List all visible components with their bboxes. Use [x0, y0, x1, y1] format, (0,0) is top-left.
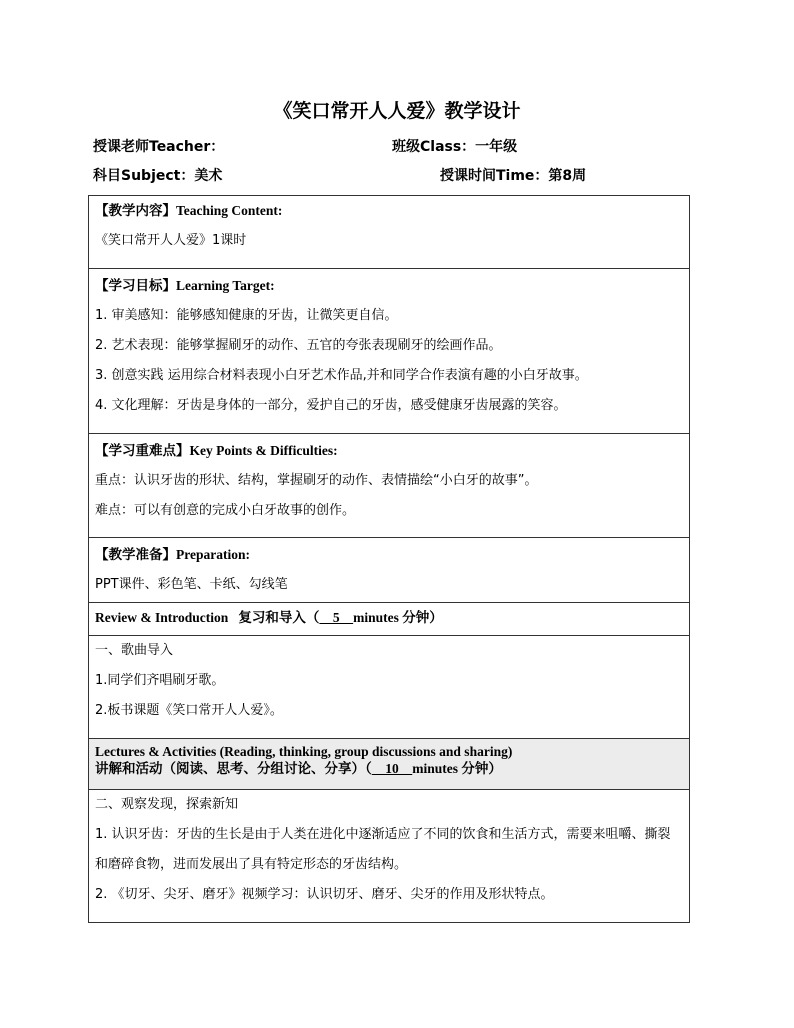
subject-label: 科目Subject：美术	[93, 168, 223, 184]
target-item-1: 1. 审美感知：能够感知健康的牙齿，让微笑更自信。	[95, 308, 398, 323]
target-item-3: 3. 创意实践 运用综合材料表现小白牙艺术作品,并和同学合作表演有趣的小白牙故事。	[95, 368, 588, 383]
key-point-focus: 重点：认识牙齿的形状、结构，掌握刷牙的动作、表情描绘“小白牙的故事”。	[95, 473, 538, 488]
lectures-row	[89, 739, 690, 790]
preparation-text: PPT课件、彩色笔、卡纸、勾线笔	[95, 577, 288, 592]
teacher-label: 授课老师Teacher：	[93, 139, 225, 155]
review-suffix: minutes 分钟）	[353, 610, 443, 625]
review-heading	[95, 603, 683, 633]
lesson-plan-table	[88, 195, 690, 923]
lectures-line-1: Lectures & Activities (Reading, thinking, group discussions and sharing)	[95, 744, 513, 759]
observe-item-1: 1. 认识牙齿：牙齿的生长是由于人类在进化中逐渐适应了不同的饮食和生活方式，需要来咀嚼、撕裂和磨碎食物，进而发展出了具有特定形态的牙齿结构。	[95, 827, 671, 872]
preparation-row	[89, 538, 690, 603]
review-minutes: 5	[319, 610, 354, 625]
intro-row	[89, 636, 690, 739]
key-points-header: 【学习重难点】Key Points & Difficulties:	[95, 443, 338, 458]
target-item-2: 2. 艺术表现：能够掌握刷牙的动作、五官的夸张表现刷牙的绘画作品。	[95, 338, 502, 353]
teaching-content-text: 《笑口常开人人爱》1课时	[95, 233, 247, 248]
lectures-suffix: minutes 分钟）	[412, 761, 502, 776]
class-label: 班级Class：一年级	[392, 139, 518, 155]
observe-row	[89, 790, 690, 923]
preparation-header: 【教学准备】Preparation:	[95, 547, 250, 562]
learning-target-row	[89, 269, 690, 434]
lectures-minutes: 10	[371, 761, 413, 776]
lectures-line-2	[95, 760, 683, 777]
teaching-content-header: 【教学内容】Teaching Content:	[95, 203, 283, 218]
learning-target-header: 【学习目标】Learning Target:	[95, 278, 275, 293]
review-label: Review & Introduction 复习和导入（	[95, 610, 320, 625]
lectures-label: 讲解和活动（阅读、思考、分组讨论、分享）（	[95, 761, 372, 776]
time-label: 授课时间Time：第8周	[440, 168, 587, 184]
intro-item-1: 1.同学们齐唱刷牙歌。	[95, 673, 225, 688]
intro-heading: 一、歌曲导入	[95, 643, 174, 658]
observe-item-2: 2. 《切牙、尖牙、磨牙》视频学习：认识切牙、磨牙、尖牙的作用及形状特点。	[95, 887, 554, 902]
teaching-content-row	[89, 196, 690, 269]
key-point-difficulty: 难点：可以有创意的完成小白牙故事的创作。	[95, 503, 356, 518]
observe-heading: 二、观察发现，探索新知	[95, 797, 239, 812]
review-row	[89, 603, 690, 636]
document-title: 《笑口常开人人爱》教学设计	[273, 100, 521, 122]
intro-item-2: 2.板书课题《笑口常开人人爱》。	[95, 703, 283, 718]
key-points-row	[89, 434, 690, 538]
target-item-4: 4. 文化理解：牙齿是身体的一部分，爱护自己的牙齿，感受健康牙齿展露的笑容。	[95, 398, 567, 413]
